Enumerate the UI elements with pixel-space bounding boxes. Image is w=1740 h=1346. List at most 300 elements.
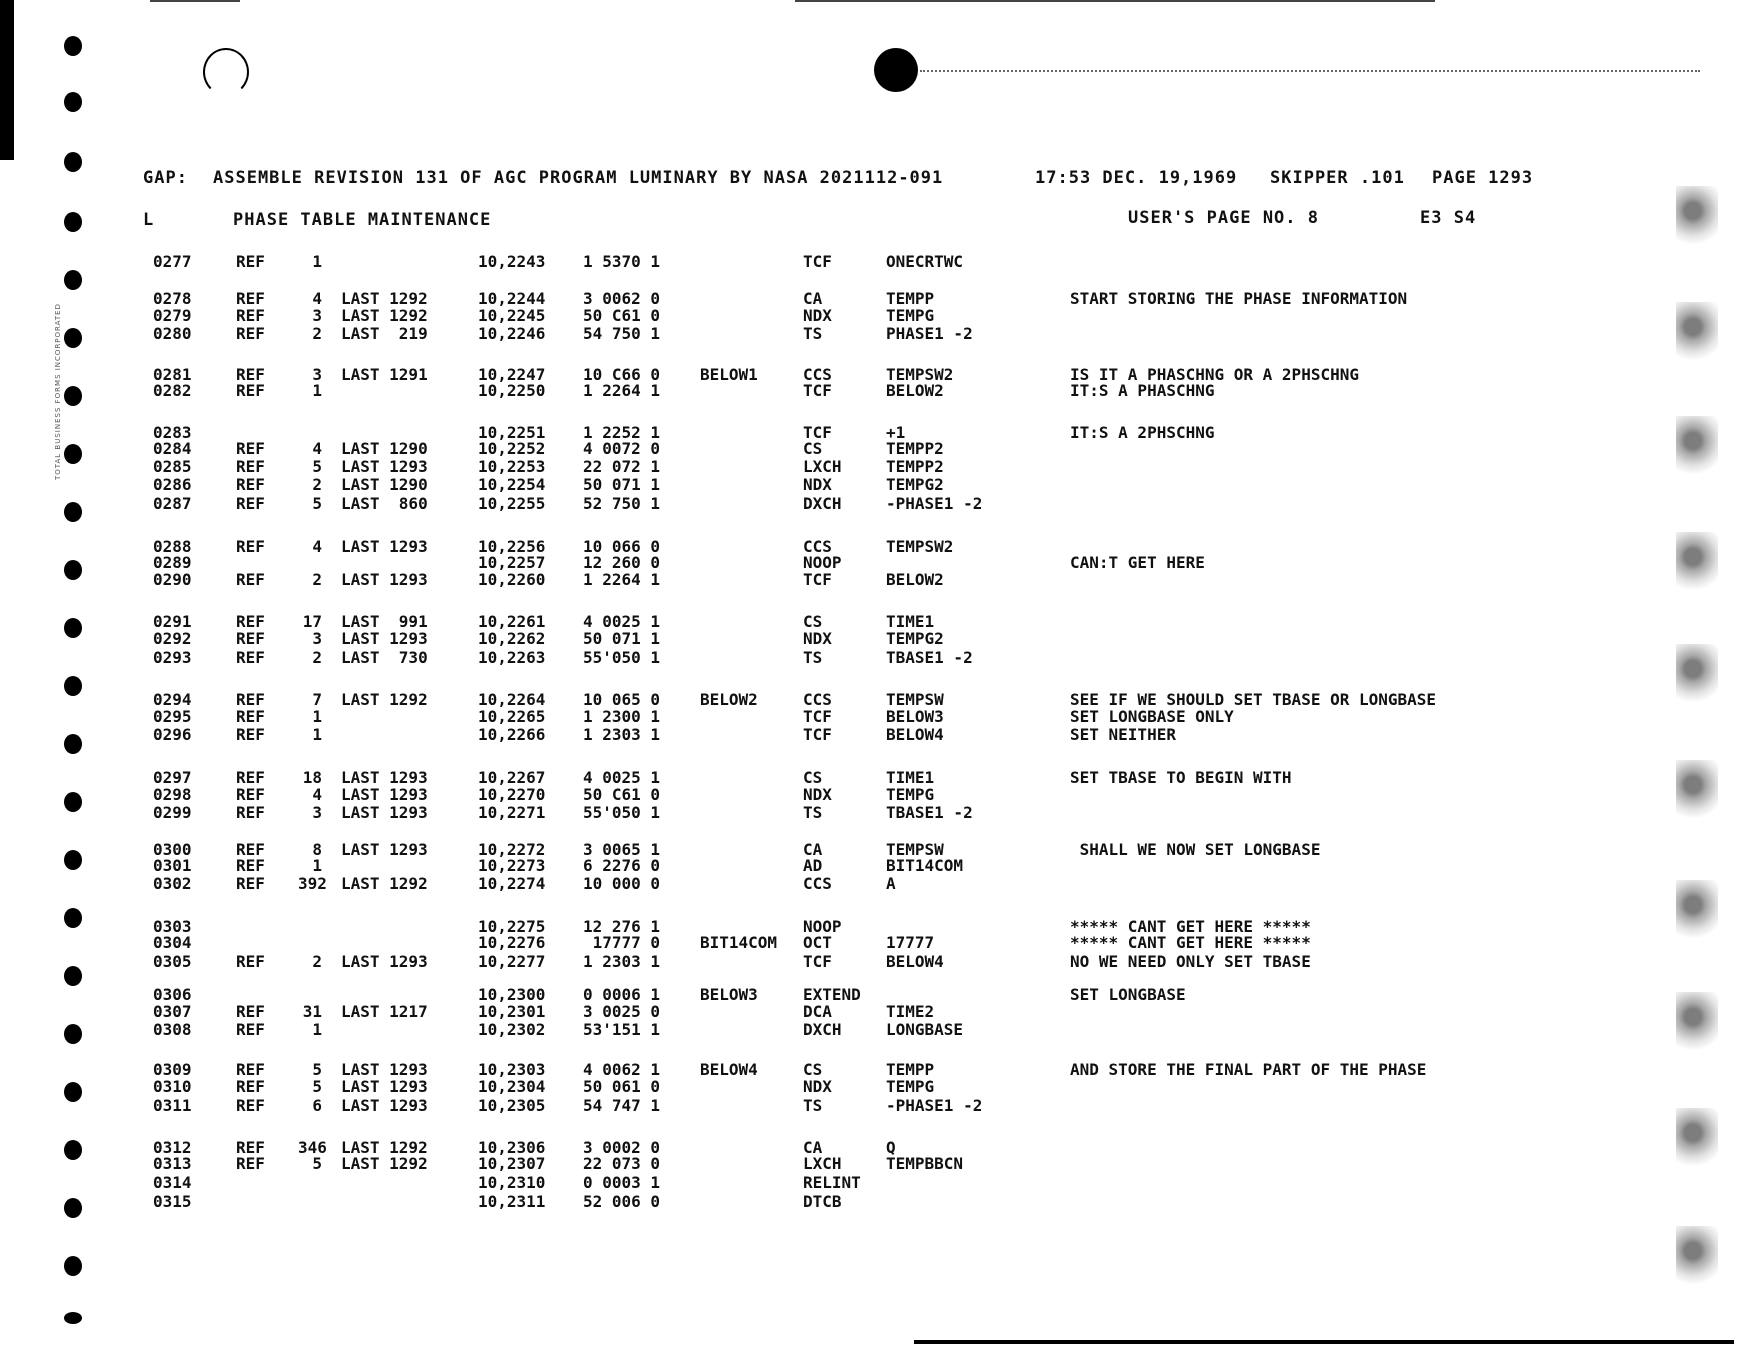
address: 10,2302 (478, 1020, 546, 1039)
ref-count: 1 (312, 725, 322, 744)
object-code: 1 2300 1 (583, 707, 661, 726)
listing-row (0, 475, 1740, 493)
object-code: 3 0002 0 (583, 1138, 661, 1157)
address: 10,2247 (478, 365, 546, 384)
opcode: NDX (803, 1077, 832, 1096)
operand: TEMPG2 (886, 629, 944, 648)
listing-row (0, 629, 1740, 647)
punch-hole (64, 36, 82, 56)
last-ref: LAST 1217 (341, 1002, 428, 1021)
line-number: 0308 (153, 1020, 192, 1039)
listing-row (0, 494, 1740, 512)
punch-hole (64, 212, 82, 232)
opcode: NDX (803, 475, 832, 494)
object-code: 22 072 1 (583, 457, 661, 476)
comment: SHALL WE NOW SET LONGBASE (1070, 840, 1321, 859)
operand: TBASE1 -2 (886, 803, 973, 822)
ref-flag: REF (236, 690, 265, 709)
operand: TEMPG2 (886, 475, 944, 494)
line-number: 0297 (153, 768, 192, 787)
line-number: 0292 (153, 629, 192, 648)
object-code: 50 061 0 (583, 1077, 661, 1096)
line-number: 0312 (153, 1138, 192, 1157)
listing-row (0, 612, 1740, 630)
ref-flag: REF (236, 1060, 265, 1079)
ref-flag: REF (236, 381, 265, 400)
ref-flag: REF (236, 803, 265, 822)
ref-count: 3 (312, 803, 322, 822)
address: 10,2263 (478, 648, 546, 667)
ref-flag: REF (236, 570, 265, 589)
object-code: 50 C61 0 (583, 306, 661, 325)
listing-row (0, 457, 1740, 475)
operand: A (886, 874, 896, 893)
listing-row (0, 381, 1740, 399)
address: 10,2267 (478, 768, 546, 787)
opcode: CA (803, 840, 823, 859)
object-code: 4 0025 1 (583, 612, 661, 631)
ref-count: 6 (312, 1096, 322, 1115)
object-code: 10 C66 0 (583, 365, 661, 384)
punch-hole (64, 270, 82, 290)
address: 10,2303 (478, 1060, 546, 1079)
page-number: PAGE 1293 (1432, 168, 1534, 188)
ref-flag: REF (236, 1077, 265, 1096)
line-number: 0296 (153, 725, 192, 744)
object-code: 1 2264 1 (583, 570, 661, 589)
opcode: NOOP (803, 917, 842, 936)
ref-flag: REF (236, 475, 265, 494)
line-number: 0277 (153, 252, 192, 271)
last-ref: LAST 1293 (341, 768, 428, 787)
line-number: 0299 (153, 803, 192, 822)
address: 10,2276 (478, 933, 546, 952)
punch-hole (64, 92, 82, 112)
line-number: 0304 (153, 933, 192, 952)
last-ref: LAST 1293 (341, 785, 428, 804)
listing-row (0, 553, 1740, 571)
operand: BELOW3 (886, 707, 944, 726)
ref-count: 5 (312, 1154, 322, 1173)
operand: TIME1 (886, 612, 935, 631)
ref-flag: REF (236, 874, 265, 893)
line-number: 0280 (153, 324, 192, 343)
comment: CAN:T GET HERE (1070, 553, 1205, 572)
address: 10,2272 (478, 840, 546, 859)
ref-flag: REF (236, 252, 265, 271)
ref-count: 4 (312, 289, 322, 308)
comment: ***** CANT GET HERE ***** (1070, 933, 1311, 952)
line-number: 0290 (153, 570, 192, 589)
operand: BIT14COM (886, 856, 964, 875)
last-ref: LAST 730 (341, 648, 428, 667)
listing-row (0, 289, 1740, 307)
object-code: 0 0003 1 (583, 1173, 661, 1192)
address: 10,2262 (478, 629, 546, 648)
ref-flag: REF (236, 324, 265, 343)
address: 10,2256 (478, 537, 546, 556)
operand: BELOW2 (886, 381, 944, 400)
address: 10,2260 (478, 570, 546, 589)
bottom-rule (914, 1340, 1734, 1344)
ref-flag: REF (236, 537, 265, 556)
listing-row (0, 324, 1740, 342)
line-number: 0303 (153, 917, 192, 936)
address: 10,2244 (478, 289, 546, 308)
listing-row (0, 1060, 1740, 1078)
ref-flag: REF (236, 648, 265, 667)
ref-count: 346 (298, 1138, 327, 1157)
smudge (1676, 186, 1718, 248)
listing-row (0, 1192, 1740, 1210)
address: 10,2253 (478, 457, 546, 476)
operand: TEMPP (886, 289, 935, 308)
side-imprint: TOTAL BUSINESS FORMS INCORPORATED (54, 303, 62, 480)
line-number: 0305 (153, 952, 192, 971)
last-ref: LAST 1290 (341, 439, 428, 458)
line-number: 0278 (153, 289, 192, 308)
address: 10,2307 (478, 1154, 546, 1173)
line-number: 0284 (153, 439, 192, 458)
line-number: 0286 (153, 475, 192, 494)
operand: TEMPSW2 (886, 537, 954, 556)
opcode: LXCH (803, 1154, 842, 1173)
address: 10,2246 (478, 324, 546, 343)
object-code: 54 750 1 (583, 324, 661, 343)
sheet-code: E3 S4 (1420, 208, 1477, 228)
ref-count: 1 (312, 707, 322, 726)
opcode: TS (803, 803, 823, 822)
ref-flag: REF (236, 365, 265, 384)
top-rule-right (795, 0, 1435, 2)
listing-row (0, 952, 1740, 970)
ref-count: 7 (312, 690, 322, 709)
last-ref: LAST 1293 (341, 1060, 428, 1079)
ref-flag: REF (236, 725, 265, 744)
last-ref: LAST 1293 (341, 537, 428, 556)
label: BIT14COM (700, 933, 778, 952)
object-code: 1 2303 1 (583, 725, 661, 744)
address: 10,2300 (478, 985, 546, 1004)
object-code: 1 5370 1 (583, 252, 661, 271)
listing-row (0, 768, 1740, 786)
opcode: CCS (803, 537, 832, 556)
listing-row (0, 570, 1740, 588)
object-code: 12 276 1 (583, 917, 661, 936)
listing-row (0, 874, 1740, 892)
ref-flag: REF (236, 952, 265, 971)
ref-count: 3 (312, 629, 322, 648)
ref-flag: REF (236, 439, 265, 458)
ref-flag: REF (236, 612, 265, 631)
last-ref: LAST 1291 (341, 365, 428, 384)
operand: TEMPG (886, 785, 935, 804)
operand: TEMPSW (886, 690, 944, 709)
opcode: TCF (803, 381, 832, 400)
section-title: PHASE TABLE MAINTENANCE (233, 210, 492, 230)
operand: TIME2 (886, 1002, 935, 1021)
ref-flag: REF (236, 1154, 265, 1173)
listing-row (0, 690, 1740, 708)
object-code: 10 065 0 (583, 690, 661, 709)
ref-flag: REF (236, 785, 265, 804)
ref-flag: REF (236, 1138, 265, 1157)
comment: IT:S A PHASCHNG (1070, 381, 1215, 400)
line-number: 0309 (153, 1060, 192, 1079)
scan-edge-bar (0, 0, 14, 160)
address: 10,2261 (478, 612, 546, 631)
last-ref: LAST 1292 (341, 306, 428, 325)
address: 10,2301 (478, 1002, 546, 1021)
last-ref: LAST 1293 (341, 1096, 428, 1115)
ref-flag: REF (236, 1096, 265, 1115)
object-code: 4 0025 1 (583, 768, 661, 787)
object-code: 1 2264 1 (583, 381, 661, 400)
operand: TEMPSW (886, 840, 944, 859)
object-code: 4 0072 0 (583, 439, 661, 458)
dotted-rule (920, 70, 1700, 72)
operand: TEMPG (886, 1077, 935, 1096)
address: 10,2251 (478, 423, 546, 442)
last-ref: LAST 860 (341, 494, 428, 513)
listing-row (0, 985, 1740, 1003)
comment: SET NEITHER (1070, 725, 1176, 744)
top-rule-left (150, 0, 240, 2)
ref-count: 5 (312, 1060, 322, 1079)
ref-count: 1 (312, 381, 322, 400)
address: 10,2275 (478, 917, 546, 936)
ref-count: 31 (302, 1002, 322, 1021)
label: BELOW1 (700, 365, 758, 384)
operand: BELOW4 (886, 952, 944, 971)
opcode: CA (803, 1138, 823, 1157)
line-number: 0314 (153, 1173, 192, 1192)
operand: Q (886, 1138, 896, 1157)
listing-row (0, 803, 1740, 821)
operand: BELOW2 (886, 570, 944, 589)
line-number: 0298 (153, 785, 192, 804)
line-number: 0307 (153, 1002, 192, 1021)
ref-count: 5 (312, 494, 322, 513)
opcode: RELINT (803, 1173, 861, 1192)
address: 10,2310 (478, 1173, 546, 1192)
line-number: 0279 (153, 306, 192, 325)
ref-flag: REF (236, 840, 265, 859)
opcode: CCS (803, 690, 832, 709)
object-code: 1 2252 1 (583, 423, 661, 442)
line-number: 0282 (153, 381, 192, 400)
last-ref: LAST 1293 (341, 1077, 428, 1096)
last-ref: LAST 1293 (341, 803, 428, 822)
line-number: 0294 (153, 690, 192, 709)
ref-flag: REF (236, 306, 265, 325)
object-code: 1 2303 1 (583, 952, 661, 971)
comment: SET LONGBASE ONLY (1070, 707, 1234, 726)
last-ref: LAST 1292 (341, 1154, 428, 1173)
line-number: 0285 (153, 457, 192, 476)
object-code: 12 260 0 (583, 553, 661, 572)
punch-hole (64, 152, 82, 172)
ref-count: 4 (312, 439, 322, 458)
object-code: 4 0062 1 (583, 1060, 661, 1079)
operand: TBASE1 -2 (886, 648, 973, 667)
object-code: 10 066 0 (583, 537, 661, 556)
line-number: 0301 (153, 856, 192, 875)
ref-count: 5 (312, 457, 322, 476)
ref-flag: REF (236, 289, 265, 308)
ref-flag: REF (236, 1020, 265, 1039)
users-page-number: USER'S PAGE NO. 8 (1128, 208, 1319, 228)
address: 10,2255 (478, 494, 546, 513)
ref-count: 1 (312, 252, 322, 271)
address: 10,2304 (478, 1077, 546, 1096)
opcode: DCA (803, 1002, 832, 1021)
object-code: 54 747 1 (583, 1096, 661, 1115)
address: 10,2264 (478, 690, 546, 709)
object-code: 52 006 0 (583, 1192, 661, 1211)
ref-flag: REF (236, 494, 265, 513)
operand: TEMPBBCN (886, 1154, 964, 1173)
operand: TEMPP2 (886, 457, 944, 476)
label: BELOW2 (700, 690, 758, 709)
object-code: 50 071 1 (583, 629, 661, 648)
ref-count: 17 (302, 612, 322, 631)
listing-row (0, 306, 1740, 324)
opcode: CS (803, 439, 823, 458)
listing-row (0, 933, 1740, 951)
ref-flag: REF (236, 768, 265, 787)
address: 10,2265 (478, 707, 546, 726)
operand: BELOW4 (886, 725, 944, 744)
opcode: DXCH (803, 1020, 842, 1039)
line-number: 0295 (153, 707, 192, 726)
listing-row (0, 1077, 1740, 1095)
line-number: 0311 (153, 1096, 192, 1115)
ref-count: 392 (298, 874, 327, 893)
address: 10,2271 (478, 803, 546, 822)
smudge (1676, 1226, 1718, 1288)
line-number: 0291 (153, 612, 192, 631)
ref-flag: REF (236, 707, 265, 726)
comment: START STORING THE PHASE INFORMATION (1070, 289, 1408, 308)
object-code: 3 0065 1 (583, 840, 661, 859)
opcode: CS (803, 768, 823, 787)
listing-row (0, 1096, 1740, 1114)
object-code: 55'050 1 (583, 648, 661, 667)
line-number: 0302 (153, 874, 192, 893)
object-code: 0 0006 1 (583, 985, 661, 1004)
object-code: 55'050 1 (583, 803, 661, 822)
object-code: 50 071 1 (583, 475, 661, 494)
address: 10,2254 (478, 475, 546, 494)
comment: SET LONGBASE (1070, 985, 1186, 1004)
address: 10,2311 (478, 1192, 546, 1211)
ref-flag: REF (236, 1002, 265, 1021)
address: 10,2270 (478, 785, 546, 804)
comment: AND STORE THE FINAL PART OF THE PHASE (1070, 1060, 1427, 1079)
listing-row (0, 1002, 1740, 1020)
ref-count: 4 (312, 537, 322, 556)
comment: SET TBASE TO BEGIN WITH (1070, 768, 1292, 787)
address: 10,2274 (478, 874, 546, 893)
comment: NO WE NEED ONLY SET TBASE (1070, 952, 1311, 971)
line-number: 0288 (153, 537, 192, 556)
listing-row (0, 785, 1740, 803)
operand: LONGBASE (886, 1020, 964, 1039)
last-ref: LAST 1293 (341, 457, 428, 476)
opcode: TS (803, 1096, 823, 1115)
opcode: LXCH (803, 457, 842, 476)
registration-dot (874, 48, 918, 92)
assembler-label: GAP: (143, 168, 188, 188)
last-ref: LAST 219 (341, 324, 428, 343)
last-ref: LAST 1293 (341, 840, 428, 859)
address: 10,2277 (478, 952, 546, 971)
address: 10,2250 (478, 381, 546, 400)
line-number: 0315 (153, 1192, 192, 1211)
address: 10,2273 (478, 856, 546, 875)
registration-circle (203, 48, 249, 96)
ref-count: 18 (302, 768, 322, 787)
last-ref: LAST 1293 (341, 629, 428, 648)
operand: TEMPG (886, 306, 935, 325)
opcode: TCF (803, 570, 832, 589)
ref-count: 3 (312, 306, 322, 325)
object-code: 52 750 1 (583, 494, 661, 513)
opcode: NOOP (803, 553, 842, 572)
ref-count: 2 (312, 952, 322, 971)
comment: ***** CANT GET HERE ***** (1070, 917, 1311, 936)
opcode: AD (803, 856, 823, 875)
ref-count: 2 (312, 648, 322, 667)
object-code: 10 000 0 (583, 874, 661, 893)
opcode: TCF (803, 952, 832, 971)
address: 10,2305 (478, 1096, 546, 1115)
line-number: 0287 (153, 494, 192, 513)
opcode: EXTEND (803, 985, 861, 1004)
ref-count: 5 (312, 1077, 322, 1096)
operand: TEMPP (886, 1060, 935, 1079)
opcode: TCF (803, 252, 832, 271)
ref-count: 2 (312, 570, 322, 589)
listing-letter: L (143, 210, 155, 230)
last-ref: LAST 1292 (341, 874, 428, 893)
listing-row (0, 1173, 1740, 1191)
opcode: NDX (803, 629, 832, 648)
operand: TEMPSW2 (886, 365, 954, 384)
operand: -PHASE1 -2 (886, 1096, 983, 1115)
line-number: 0313 (153, 1154, 192, 1173)
opcode: TCF (803, 423, 832, 442)
address: 10,2266 (478, 725, 546, 744)
opcode: CS (803, 612, 823, 631)
listing-row (0, 707, 1740, 725)
opcode: CA (803, 289, 823, 308)
operand: PHASE1 -2 (886, 324, 973, 343)
operand: TIME1 (886, 768, 935, 787)
line-number: 0310 (153, 1077, 192, 1096)
opcode: CCS (803, 874, 832, 893)
operand: 17777 (886, 933, 935, 952)
opcode: CS (803, 1060, 823, 1079)
ref-count: 4 (312, 785, 322, 804)
opcode: NDX (803, 306, 832, 325)
ref-count: 1 (312, 1020, 322, 1039)
object-code: 50 C61 0 (583, 785, 661, 804)
address: 10,2243 (478, 252, 546, 271)
last-ref: LAST 1293 (341, 952, 428, 971)
label: BELOW4 (700, 1060, 758, 1079)
